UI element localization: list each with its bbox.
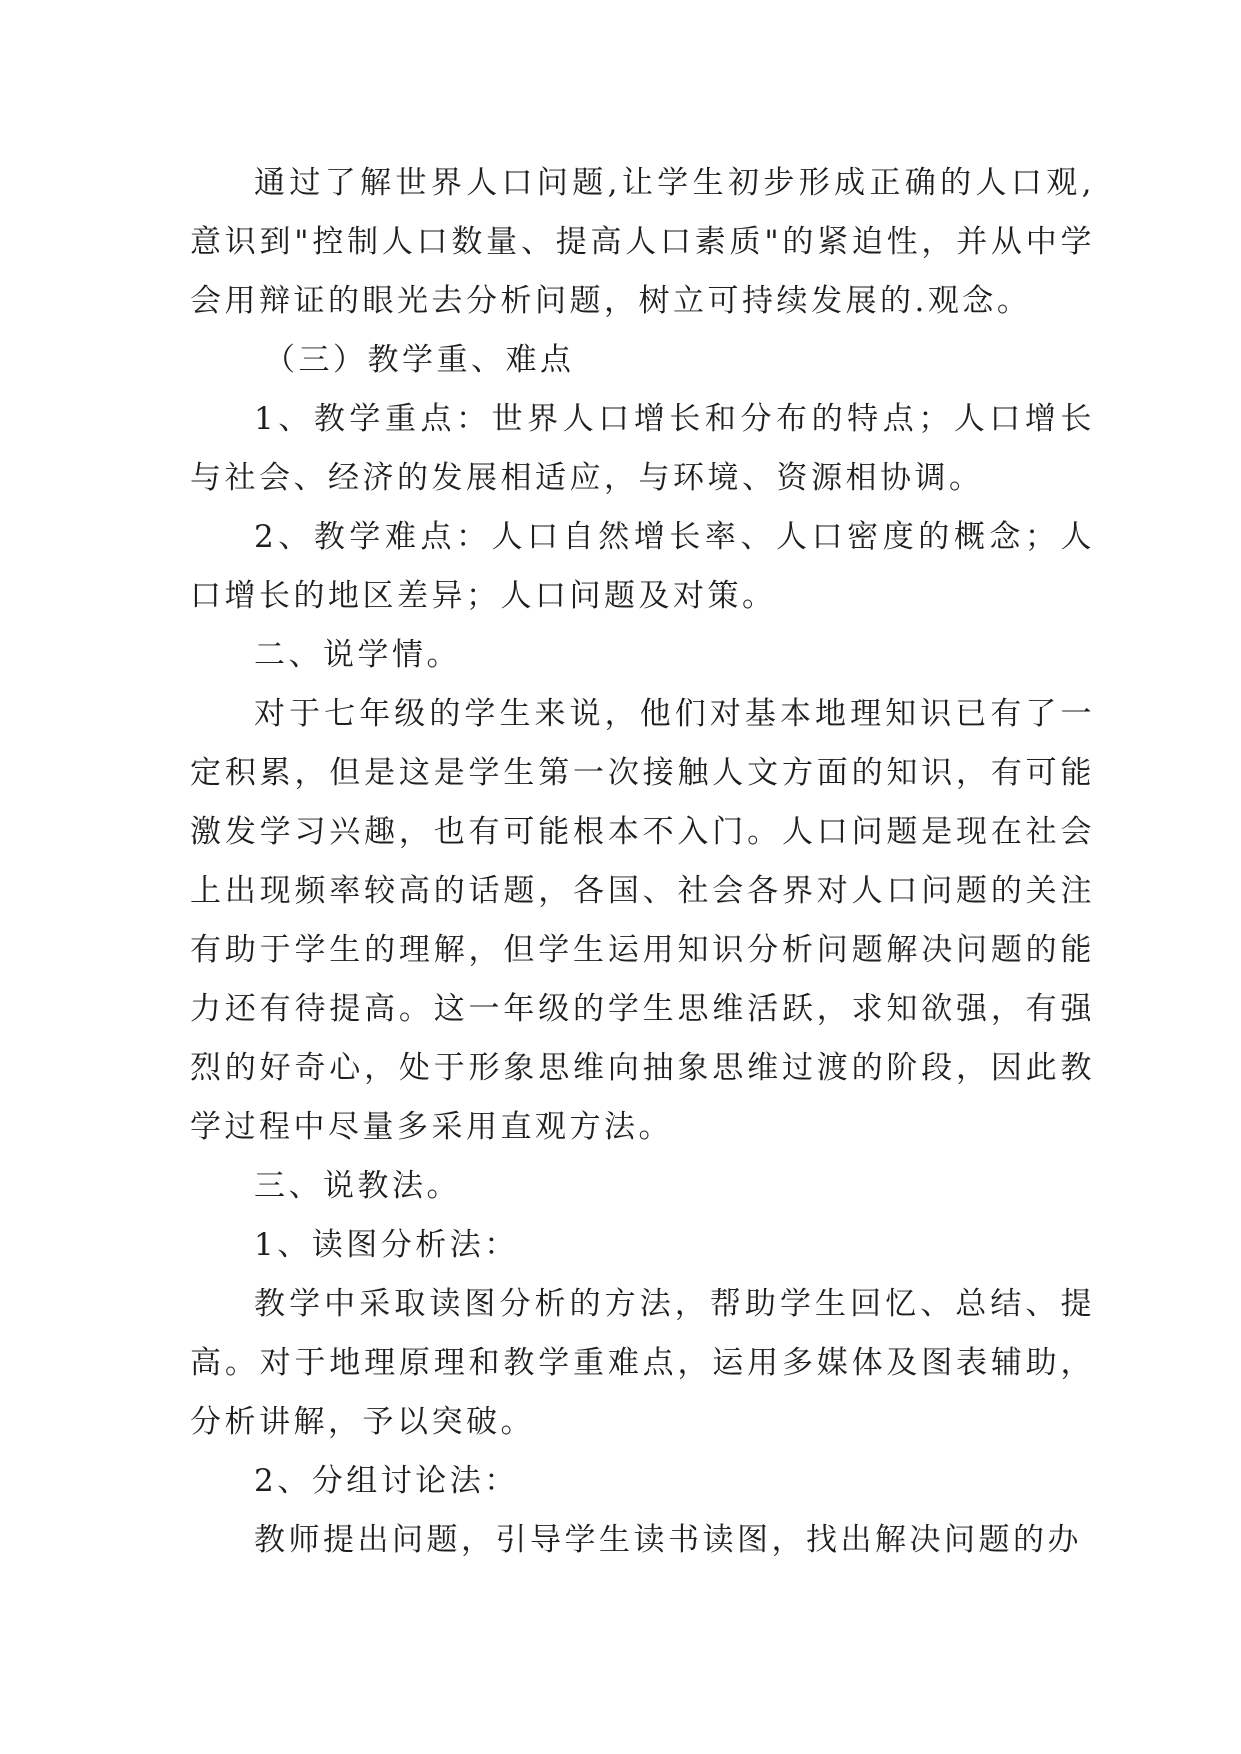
heading-teaching-methods: 三、说教法。 bbox=[254, 1168, 461, 1204]
paragraph-population-view: 通过了解世界人口问题,让学生初步形成正确的人口观,意识到"控制人口数量、提高人口素质"的紧迫性，并从中学会用辩证的眼光去分析问题，树立可持续发展的.观念。 bbox=[190, 165, 1095, 319]
paragraph-group-discussion-method: 教师提出问题，引导学生读书读图，找出解决问题的办 bbox=[254, 1522, 1082, 1558]
heading-key-difficult-points: （三）教学重、难点 bbox=[264, 342, 575, 378]
paragraph-student-analysis: 对于七年级的学生来说，他们对基本地理知识已有了一定积累，但是这是学生第一次接触人文方面的知识，有可能激发学习兴趣，也有可能根本不入门。人口问题是现在社会上出现频率较高的话题，各国、社会各界对人口问题的关注有助于学生的理解，但学生运用知识分析问题解决问题的能力还有待提高。这一年级的学生思维活跃，求知欲强，有强烈的好奇心，处于形象思维向抽象思维过渡的阶段，因此教学过程中尽量多采用直观方法。 bbox=[190, 696, 1095, 1145]
paragraph-teaching-focus: 1、教学重点：世界人口增长和分布的特点；人口增长与社会、经济的发展相适应，与环境、资源相协调。 bbox=[190, 401, 1095, 496]
paragraph-map-reading-method: 教学中采取读图分析的方法，帮助学生回忆、总结、提高。对于地理原理和教学重难点，运用多媒体及图表辅助，分析讲解，予以突破。 bbox=[190, 1286, 1095, 1440]
heading-map-reading-method: 1、读图分析法： bbox=[254, 1227, 519, 1263]
paragraph-teaching-difficulty: 2、教学难点：人口自然增长率、人口密度的概念；人口增长的地区差异；人口问题及对策。 bbox=[190, 519, 1095, 614]
heading-group-discussion-method: 2、分组讨论法： bbox=[254, 1463, 519, 1499]
heading-student-analysis: 二、说学情。 bbox=[254, 637, 461, 673]
document-body bbox=[190, 154, 1095, 1570]
